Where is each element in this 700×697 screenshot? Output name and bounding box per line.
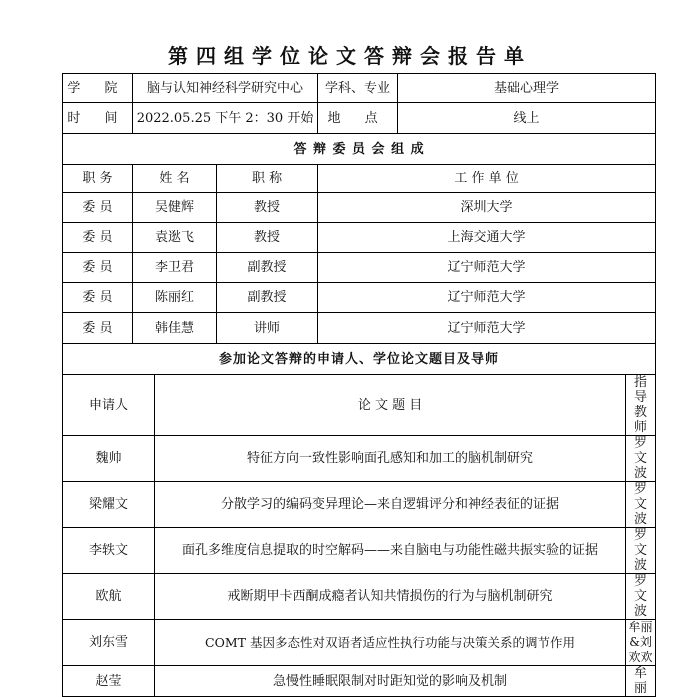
member-role: 委 员 (63, 313, 133, 344)
theses-header-applicant: 申请人 (63, 375, 155, 436)
thesis-advisor: 罗文波 (626, 574, 656, 620)
member-name: 袁逖飞 (133, 223, 217, 253)
report-table (62, 73, 656, 697)
member-unit: 上海交通大学 (318, 223, 656, 253)
thesis-advisor: 罗文波 (626, 482, 656, 528)
info-row-college (63, 74, 656, 103)
thesis-applicant: 刘东雪 (63, 620, 155, 666)
member-title: 讲师 (217, 313, 318, 344)
committee-header-unit: 工 作 单 位 (318, 165, 656, 193)
member-title: 副教授 (217, 253, 318, 283)
theses-header-row (63, 375, 656, 436)
member-role: 委 员 (63, 253, 133, 283)
member-name: 李卫君 (133, 253, 217, 283)
theses-header-topic: 论 文 题 目 (155, 375, 626, 436)
thesis-applicant: 李轶文 (63, 528, 155, 574)
thesis-topic: 急慢性睡眠限制对时距知觉的影响及机制 (155, 666, 626, 697)
college-value: 脑与认知神经科学研究中心 (133, 74, 318, 103)
member-role: 委 员 (63, 193, 133, 223)
member-unit: 深圳大学 (318, 193, 656, 223)
committee-row (63, 223, 656, 253)
member-role: 委 员 (63, 223, 133, 253)
thesis-topic: 分散学习的编码变异理论—来自逻辑评分和神经表征的证据 (155, 482, 626, 528)
committee-row (63, 253, 656, 283)
member-role: 委 员 (63, 283, 133, 313)
committee-header-title: 职 称 (217, 165, 318, 193)
thesis-topic: 戒断期甲卡西酮成瘾者认知共情损伤的行为与脑机制研究 (155, 574, 626, 620)
committee-row (63, 283, 656, 313)
time-value: 2022.05.25 下午 2：30 开始 (133, 103, 318, 134)
thesis-topic: COMT 基因多态性对双语者适应性执行功能与决策关系的调节作用 (155, 620, 626, 666)
member-name: 陈丽红 (133, 283, 217, 313)
thesis-applicant: 欧航 (63, 574, 155, 620)
committee-header-row (63, 165, 656, 193)
member-name: 韩佳慧 (133, 313, 217, 344)
thesis-row (63, 528, 656, 574)
page-title: 第四组学位论文答辩会报告单 (168, 44, 532, 68)
thesis-topic: 面孔多维度信息提取的时空解码——来自脑电与功能性磁共振实验的证据 (155, 528, 626, 574)
thesis-advisor: 牟丽&刘欢欢 (626, 620, 656, 666)
college-label: 学 院 (63, 74, 133, 103)
thesis-topic: 特征方向一致性影响面孔感知和加工的脑机制研究 (155, 436, 626, 482)
thesis-row (63, 666, 656, 697)
thesis-row (63, 574, 656, 620)
committee-header-role: 职 务 (63, 165, 133, 193)
theses-section-title: 参加论文答辩的申请人、学位论文题目及导师 (63, 344, 656, 375)
thesis-advisor: 牟丽 (626, 666, 656, 697)
major-value: 基础心理学 (398, 74, 656, 103)
thesis-advisor: 罗文波 (626, 528, 656, 574)
major-label: 学科、专业 (318, 74, 398, 103)
committee-row (63, 313, 656, 344)
thesis-applicant: 魏帅 (63, 436, 155, 482)
thesis-row (63, 620, 656, 666)
thesis-applicant: 赵莹 (63, 666, 155, 697)
thesis-row (63, 482, 656, 528)
committee-row (63, 193, 656, 223)
committee-section-row (63, 134, 656, 165)
member-name: 吴健辉 (133, 193, 217, 223)
member-unit: 辽宁师范大学 (318, 253, 656, 283)
member-unit: 辽宁师范大学 (318, 313, 656, 344)
committee-header-name: 姓 名 (133, 165, 217, 193)
theses-header-advisor: 指导教师 (626, 375, 656, 436)
time-label: 时 间 (63, 103, 133, 134)
theses-section-row (63, 344, 656, 375)
committee-section-title: 答 辩 委 员 会 组 成 (63, 134, 656, 165)
member-unit: 辽宁师范大学 (318, 283, 656, 313)
thesis-row (63, 436, 656, 482)
member-title: 副教授 (217, 283, 318, 313)
thesis-applicant: 梁耀文 (63, 482, 155, 528)
thesis-advisor: 罗文波 (626, 436, 656, 482)
info-row-time (63, 103, 656, 134)
member-title: 教授 (217, 223, 318, 253)
place-label: 地 点 (318, 103, 398, 134)
member-title: 教授 (217, 193, 318, 223)
place-value: 线上 (398, 103, 656, 134)
